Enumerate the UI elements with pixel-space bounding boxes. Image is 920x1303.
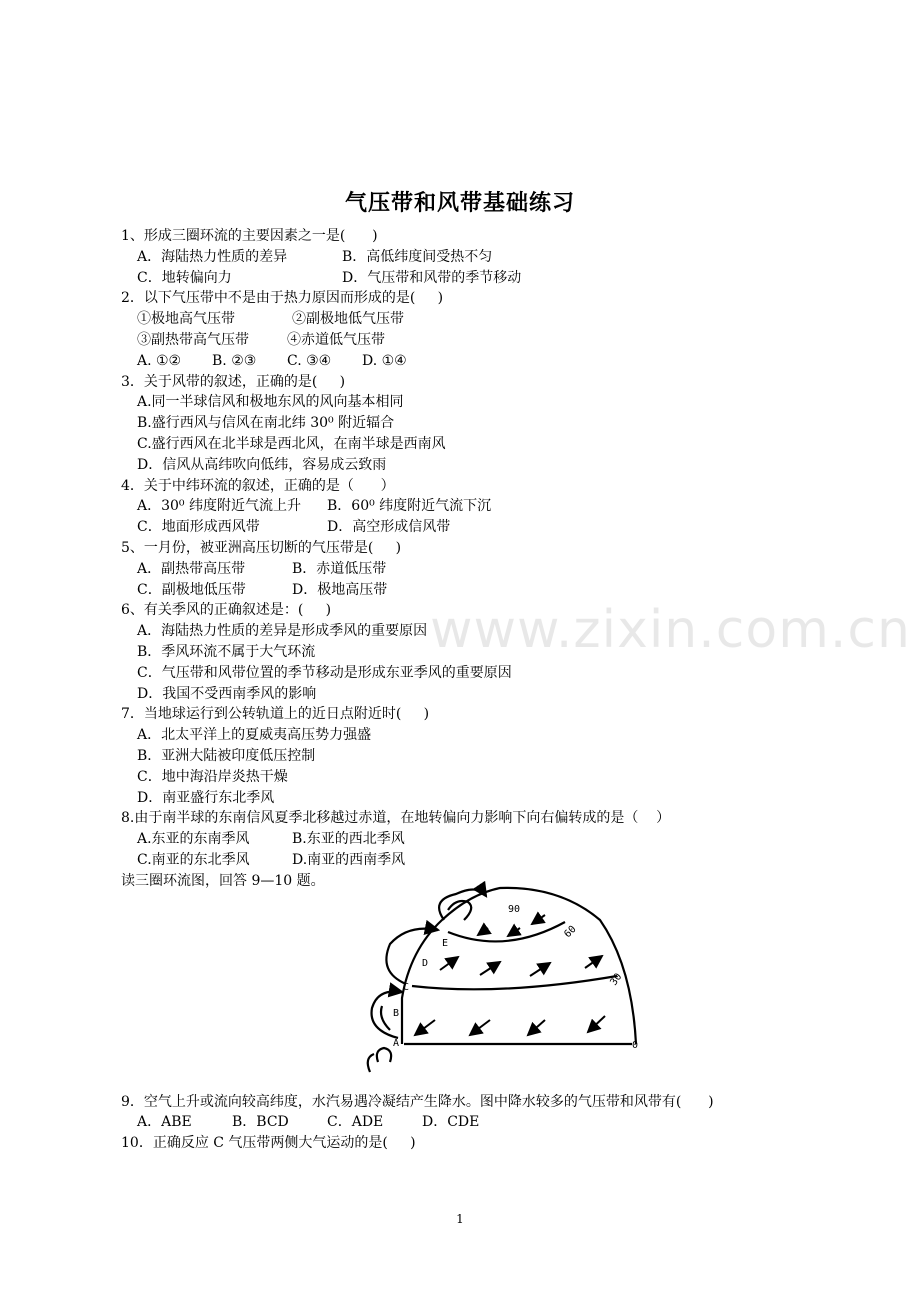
- question-8-options-row: [121, 850, 841, 871]
- label-e: E: [442, 938, 449, 949]
- question-2-items-row: [121, 330, 841, 351]
- option-c: C．地中海沿岸炎热干燥: [137, 768, 288, 785]
- option-c: C. ③④: [287, 352, 332, 369]
- option-d: D. ①④: [362, 352, 407, 369]
- question-4-options-row: [121, 517, 841, 538]
- option-a: A. ①②: [137, 352, 182, 369]
- question-2-answers-row: [121, 351, 841, 372]
- question-2-items-row: [121, 309, 841, 330]
- question-9-options-row: [121, 1112, 841, 1133]
- question-8-options-row: [121, 829, 841, 850]
- option-a: A．海陆热力性质的差异是形成季风的重要原因: [137, 623, 428, 640]
- option-c: C．副极地低压带: [137, 581, 246, 598]
- option-d: D．南亚盛行东北季风: [137, 789, 275, 806]
- option-a: A．副热带高压带: [137, 560, 246, 577]
- option-a: A．30⁰ 纬度附近气流上升: [137, 498, 301, 515]
- latitude-60-label: 60: [562, 923, 579, 941]
- question-5-options-row: [121, 559, 841, 580]
- option-b: B．季风环流不属于大气环流: [137, 643, 316, 660]
- latitude-30-line: [412, 976, 617, 989]
- label-c: C: [403, 982, 410, 993]
- option-a: A．海陆热力性质的差异: [137, 248, 288, 265]
- option-a: A．北太平洋上的夏威夷高压势力强盛: [137, 727, 372, 744]
- question-5-options-row: [121, 580, 841, 601]
- item-4: ④赤道低气压带: [287, 331, 385, 348]
- question-1-options-row: [121, 247, 841, 268]
- option-d: D．信风从高纬吹向低纬，容易成云致雨: [137, 456, 387, 473]
- option-c: C.南亚的东北季风: [137, 851, 250, 868]
- option-b: B．亚洲大陆被印度低压控制: [137, 747, 316, 764]
- option-d: D.南亚的西南季风: [292, 851, 406, 868]
- option-d: D．我国不受西南季风的影响: [137, 685, 317, 702]
- question-9-stem: 9．空气上升或流向较高纬度，水汽易遇冷凝结产生降水。图中降水较多的气压带和风带有( ): [121, 1093, 714, 1110]
- option-b: B．高低纬度间受热不匀: [342, 248, 493, 265]
- question-5-stem: 5、一月份，被亚洲高压切断的气压带是( ): [121, 539, 402, 556]
- option-c: C.盛行西风在北半球是西北风，在南半球是西南风: [137, 435, 446, 452]
- option-a: A.同一半球信风和极地东风的风向基本相同: [137, 394, 404, 411]
- option-b: B．赤道低压带: [292, 560, 387, 577]
- question-1-options-row: [121, 268, 841, 289]
- question-6-stem: 6、有关季风的正确叙述是：( ): [121, 602, 332, 619]
- label-b: B: [393, 1008, 400, 1019]
- option-b: B．BCD: [232, 1114, 289, 1131]
- question-2-stem: 2．以下气压带中不是由于热力原因而形成的是( ): [121, 290, 444, 307]
- option-d: D．气压带和风带的季节移动: [342, 269, 522, 286]
- label-d: D: [422, 958, 429, 969]
- watermark: www.zixin.com.cn: [430, 600, 911, 660]
- question-1-stem: 1、形成三圈环流的主要因素之一是( ): [121, 228, 378, 244]
- question-7-stem: 7．当地球运行到公转轨道上的近日点附近时( ): [121, 706, 430, 723]
- item-3: ③副热带高气压带: [137, 331, 249, 348]
- option-a: A.东亚的东南季风: [137, 831, 250, 848]
- option-d: D．极地高压带: [292, 581, 388, 598]
- option-b: B.东亚的西北季风: [292, 831, 405, 848]
- diagram-prompt: 读三圈环流图，回答 9—10 题。: [121, 872, 325, 889]
- item-1: ①极地高气压带: [137, 311, 235, 328]
- option-b: B.盛行西风与信风在南北纬 30⁰ 附近辐合: [137, 415, 395, 432]
- latitude-30-label: 30: [608, 971, 625, 988]
- option-b: B．60⁰ 纬度附近气流下沉: [327, 498, 492, 515]
- option-d: D．高空形成信风带: [327, 519, 451, 536]
- latitude-60-line: [448, 922, 565, 941]
- question-4-stem: 4．关于中纬环流的叙述，正确的是（ ）: [121, 477, 395, 494]
- latitude-0-label: 0: [632, 1040, 639, 1051]
- option-c: C．地转偏向力: [137, 269, 232, 286]
- option-c: C．ADE: [327, 1114, 384, 1131]
- option-c: C．地面形成西风带: [137, 519, 260, 536]
- option-b: B. ②③: [212, 352, 257, 369]
- latitude-90-label: 90: [508, 904, 521, 915]
- three-cell-circulation-diagram: [360, 880, 660, 1078]
- question-3-stem: 3．关于风带的叙述，正确的是( ): [121, 373, 346, 390]
- question-4-options-row: [121, 496, 841, 517]
- page-number: 1: [456, 1212, 464, 1226]
- option-c: C．气压带和风带位置的季节移动是形成东亚季风的重要原因: [137, 664, 512, 681]
- page-title: 气压带和风带基础练习: [344, 191, 575, 216]
- question-10-stem: 10．正确反应 C 气压带两侧大气运动的是( ): [121, 1135, 416, 1152]
- label-a: A: [393, 1038, 400, 1049]
- item-2: ②副极地低气压带: [292, 311, 404, 328]
- option-a: A．ABE: [137, 1114, 192, 1131]
- question-8-stem: 8.由于南半球的东南信风夏季北移越过赤道，在地转偏向力影响下向右偏转成的是（ ）: [121, 810, 671, 827]
- option-d: D．CDE: [422, 1114, 480, 1131]
